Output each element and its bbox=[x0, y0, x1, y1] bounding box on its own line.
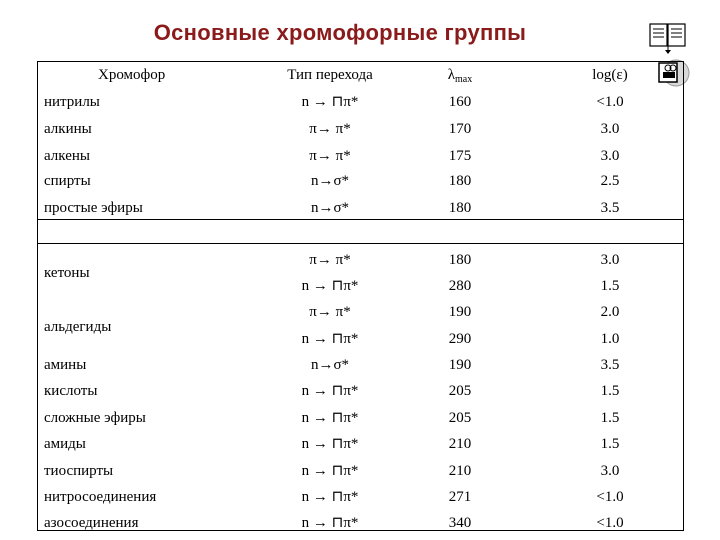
row-transition: n → ⊓π* bbox=[301, 410, 359, 426]
row-transition: n → ⊓π* bbox=[301, 278, 359, 294]
row-transition: π→ π* bbox=[309, 252, 351, 268]
row-log: 3.0 bbox=[600, 121, 620, 137]
row-log: 3.5 bbox=[600, 200, 620, 216]
row-lambda: 160 bbox=[448, 94, 472, 110]
row-lambda: 290 bbox=[448, 331, 472, 347]
row-transition: n → ⊓π* bbox=[301, 463, 359, 479]
row-lambda: 180 bbox=[448, 173, 472, 189]
row-lambda: 190 bbox=[448, 357, 472, 373]
row-name: нитросоединения bbox=[44, 489, 157, 505]
row-log: 3.0 bbox=[600, 252, 620, 268]
row-name: тиоспирты bbox=[44, 463, 114, 479]
row-transition: n→σ* bbox=[310, 173, 350, 189]
row-transition: n → ⊓π* bbox=[301, 489, 359, 505]
page-title: Основные хромофорные группы bbox=[153, 20, 527, 45]
row-transition: π→ π* bbox=[309, 304, 351, 320]
row-lambda: 340 bbox=[448, 515, 472, 531]
column-header-lambda: $\lambda_{max}$ bbox=[447, 67, 473, 85]
row-transition: n→σ* bbox=[310, 200, 350, 216]
row-name: алкины bbox=[44, 121, 92, 137]
column-header-transition: Тип перехода bbox=[287, 67, 373, 83]
row-lambda: 205 bbox=[448, 383, 472, 399]
row-log: <1.0 bbox=[596, 515, 624, 531]
row-lambda: 210 bbox=[448, 463, 472, 479]
row-name: кислоты bbox=[44, 383, 98, 399]
row-lambda: 180 bbox=[448, 200, 472, 216]
row-name: нитрилы bbox=[44, 94, 100, 110]
row-log: 2.5 bbox=[600, 173, 620, 189]
row-log: 3.0 bbox=[600, 148, 620, 164]
row-lambda: 210 bbox=[448, 436, 472, 452]
row-transition: n → ⊓π* bbox=[301, 331, 359, 347]
row-log: 3.5 bbox=[600, 357, 620, 373]
row-transition: n → ⊓π* bbox=[301, 436, 359, 452]
row-name: простые эфиры bbox=[44, 200, 143, 216]
row-lambda: 180 bbox=[448, 252, 472, 268]
row-transition: n → ⊓π* bbox=[301, 94, 359, 110]
row-transition: π→ π* bbox=[309, 121, 351, 137]
row-lambda: 205 bbox=[448, 410, 472, 426]
row-transition: n→σ* bbox=[310, 357, 350, 373]
row-transition: π→ π* bbox=[309, 148, 351, 164]
row-name: сложные эфиры bbox=[44, 410, 146, 426]
row-log: 3.0 bbox=[600, 463, 620, 479]
row-name: амиды bbox=[44, 436, 86, 452]
row-lambda: 175 bbox=[448, 148, 472, 164]
row-name: азосоединения bbox=[44, 515, 139, 531]
row-log: 1.5 bbox=[600, 383, 620, 399]
row-lambda: 170 bbox=[448, 121, 472, 137]
row-log: <1.0 bbox=[596, 94, 624, 110]
column-header-log: log(ε) bbox=[592, 67, 628, 83]
row-log: 1.5 bbox=[600, 410, 620, 426]
row-transition: n → ⊓π* bbox=[301, 515, 359, 531]
row-transition: n → ⊓π* bbox=[301, 383, 359, 399]
column-header-chromophore: Хромофор bbox=[98, 67, 166, 83]
row-lambda: 280 bbox=[448, 278, 472, 294]
row-log: 2.0 bbox=[600, 304, 620, 320]
row-name: амины bbox=[44, 357, 87, 373]
row-name: кетоны bbox=[44, 265, 90, 281]
row-name: алкены bbox=[44, 148, 90, 164]
row-lambda: 190 bbox=[448, 304, 472, 320]
row-log: <1.0 bbox=[596, 489, 624, 505]
row-log: 1.5 bbox=[600, 436, 620, 452]
row-name: альдегиды bbox=[44, 319, 112, 335]
table-blank-row bbox=[37, 219, 684, 244]
row-log: 1.5 bbox=[600, 278, 620, 294]
row-lambda: 271 bbox=[448, 489, 472, 505]
row-log: 1.0 bbox=[600, 331, 620, 347]
row-name: спирты bbox=[44, 173, 91, 189]
